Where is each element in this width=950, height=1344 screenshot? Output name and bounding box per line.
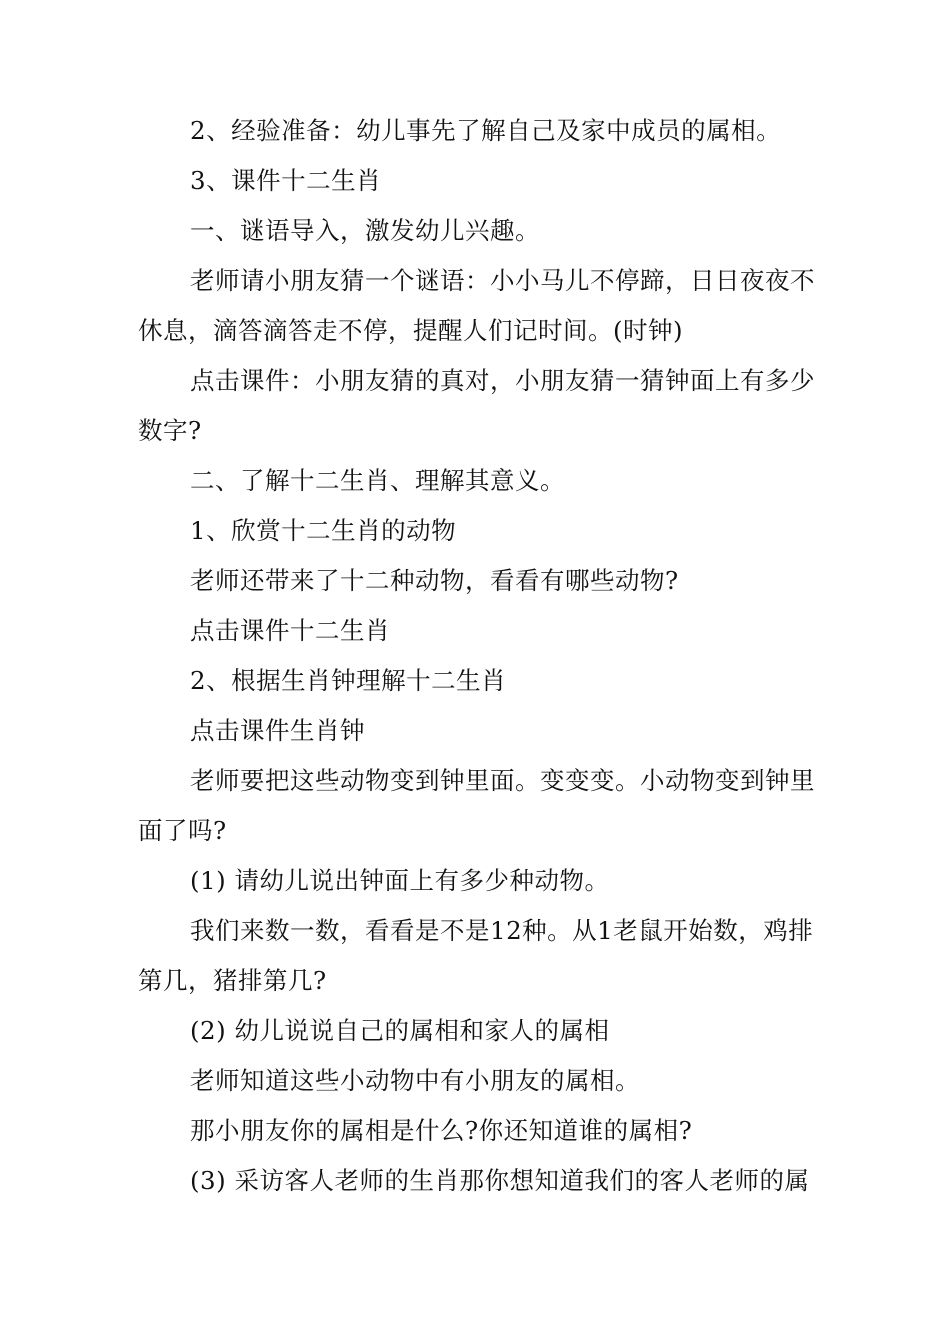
section-heading: 二、了解十二生肖、理解其意义。 [190, 466, 565, 495]
paragraph: 那小朋友你的属相是什么?你还知道谁的属相? [190, 1116, 693, 1145]
paragraph: 点击课件生肖钟 [190, 716, 365, 745]
paragraph: 老师要把这些动物变到钟里面。变变变。小动物变到钟里面了吗? [138, 766, 815, 845]
paragraph: (1) 请幼儿说出钟面上有多少种动物。 [190, 866, 610, 895]
paragraph: 3、课件十二生肖 [190, 166, 382, 195]
paragraph: 点击课件十二生肖 [190, 616, 390, 645]
section-heading: 一、谜语导入，激发幼儿兴趣。 [190, 216, 540, 245]
paragraph: 老师知道这些小动物中有小朋友的属相。 [190, 1066, 640, 1095]
paragraph: 我们来数一数，看看是不是12种。从1老鼠开始数，鸡排第几，猪排第几? [138, 916, 814, 995]
paragraph: 1、欣赏十二生肖的动物 [190, 516, 457, 545]
paragraph: (2) 幼儿说说自己的属相和家人的属相 [190, 1016, 610, 1045]
document-body [138, 106, 830, 1206]
paragraph: 老师还带来了十二种动物，看看有哪些动物? [190, 566, 679, 595]
paragraph: (3) 采访客人老师的生肖那你想知道我们的客人老师的属 [190, 1166, 810, 1195]
paragraph: 老师请小朋友猜一个谜语：小小马儿不停蹄，日日夜夜不休息，滴答滴答走不停，提醒人们记时间。(时钟) [138, 266, 815, 345]
paragraph: 点击课件：小朋友猜的真对，小朋友猜一猜钟面上有多少数字? [138, 366, 815, 445]
paragraph: 2、经验准备：幼儿事先了解自己及家中成员的属相。 [190, 116, 782, 145]
paragraph: 2、根据生肖钟理解十二生肖 [190, 666, 507, 695]
